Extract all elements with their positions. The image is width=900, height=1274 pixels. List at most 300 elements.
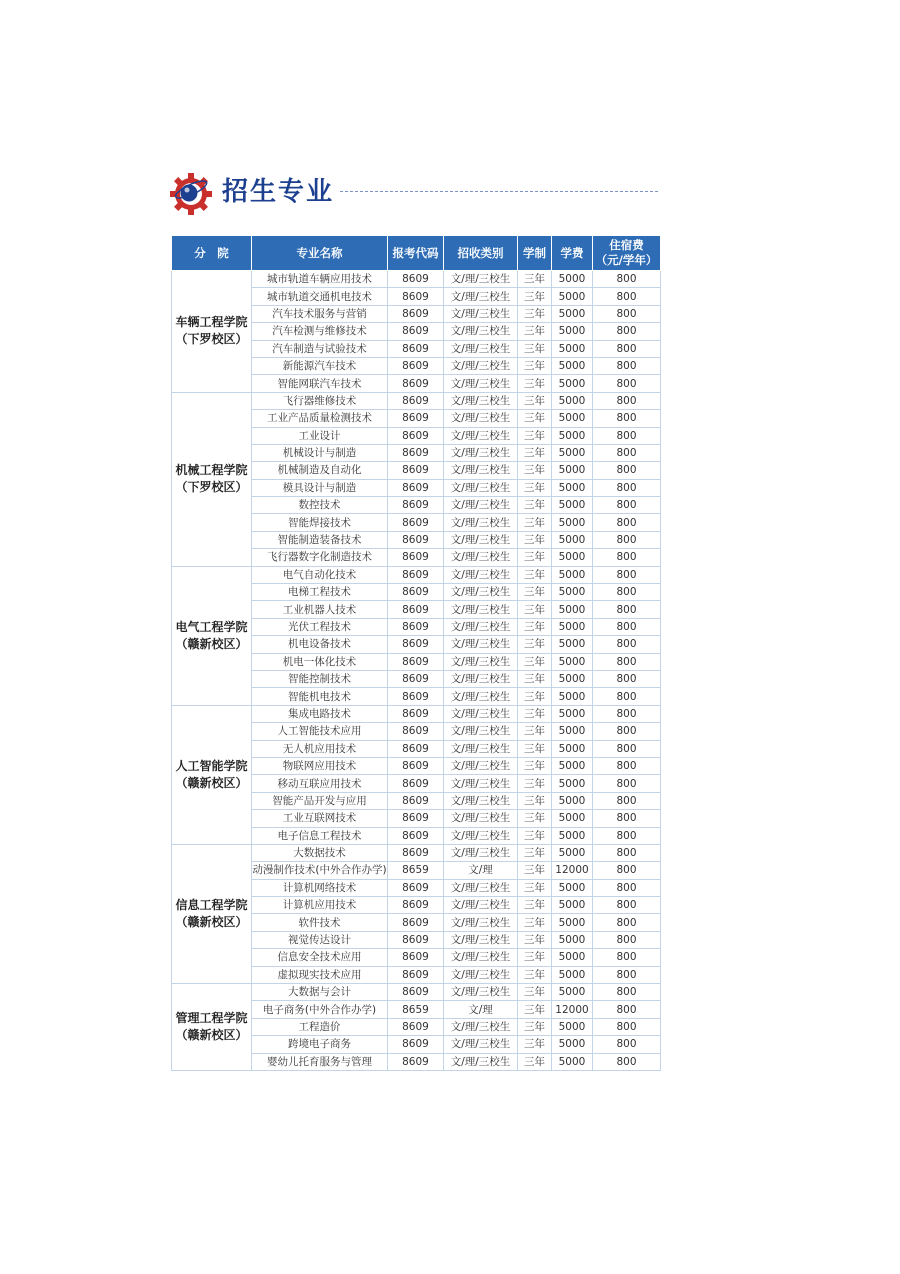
dorm-cell: 800	[593, 757, 661, 774]
major-cell: 计算机网络技术	[252, 879, 388, 896]
category-cell: 文/理/三校生	[444, 670, 518, 687]
dorm-cell: 800	[593, 1053, 661, 1070]
dorm-cell: 800	[593, 584, 661, 601]
duration-cell: 三年	[518, 410, 552, 427]
category-cell: 文/理/三校生	[444, 271, 518, 288]
major-cell: 飞行器数字化制造技术	[252, 549, 388, 566]
college-cell	[172, 984, 252, 1071]
duration-cell: 三年	[518, 1018, 552, 1035]
major-cell: 动漫制作技术(中外合作办学)	[252, 862, 388, 879]
tuition-cell: 5000	[552, 531, 593, 548]
major-cell: 软件技术	[252, 914, 388, 931]
category-cell: 文/理/三校生	[444, 497, 518, 514]
table-row	[172, 984, 661, 1001]
tuition-cell: 5000	[552, 966, 593, 983]
tuition-cell: 5000	[552, 897, 593, 914]
code-cell: 8609	[388, 775, 444, 792]
major-cell: 工业设计	[252, 427, 388, 444]
category-cell: 文/理/三校生	[444, 584, 518, 601]
header-duration: 学制	[518, 236, 552, 271]
tuition-cell: 5000	[552, 427, 593, 444]
code-cell: 8609	[388, 705, 444, 722]
code-cell: 8609	[388, 479, 444, 496]
tuition-cell: 5000	[552, 984, 593, 1001]
major-cell: 信息安全技术应用	[252, 949, 388, 966]
category-cell: 文/理/三校生	[444, 984, 518, 1001]
category-cell: 文/理/三校生	[444, 897, 518, 914]
major-cell: 工业产品质量检测技术	[252, 410, 388, 427]
category-cell: 文/理/三校生	[444, 427, 518, 444]
dorm-cell: 800	[593, 810, 661, 827]
duration-cell: 三年	[518, 357, 552, 374]
major-cell: 集成电路技术	[252, 705, 388, 722]
major-cell: 机械设计与制造	[252, 444, 388, 461]
code-cell: 8609	[388, 340, 444, 357]
tuition-cell: 5000	[552, 340, 593, 357]
tuition-cell: 5000	[552, 601, 593, 618]
code-cell: 8609	[388, 966, 444, 983]
duration-cell: 三年	[518, 566, 552, 583]
duration-cell: 三年	[518, 305, 552, 322]
code-cell: 8609	[388, 444, 444, 461]
category-cell: 文/理/三校生	[444, 653, 518, 670]
major-cell: 智能控制技术	[252, 670, 388, 687]
duration-cell: 三年	[518, 723, 552, 740]
code-cell: 8609	[388, 549, 444, 566]
duration-cell: 三年	[518, 584, 552, 601]
college-name: 管理工程学院	[175, 1010, 248, 1025]
dorm-cell: 800	[593, 862, 661, 879]
code-cell: 8609	[388, 897, 444, 914]
category-cell: 文/理/三校生	[444, 531, 518, 548]
category-cell: 文/理/三校生	[444, 827, 518, 844]
college-cell	[172, 392, 252, 566]
tuition-cell: 5000	[552, 914, 593, 931]
major-cell: 汽车制造与试验技术	[252, 340, 388, 357]
category-cell: 文/理/三校生	[444, 444, 518, 461]
code-cell: 8609	[388, 462, 444, 479]
code-cell: 8609	[388, 427, 444, 444]
dorm-cell: 800	[593, 497, 661, 514]
code-cell: 8609	[388, 757, 444, 774]
tuition-cell: 12000	[552, 1001, 593, 1018]
category-cell: 文/理/三校生	[444, 305, 518, 322]
college-campus: （赣新校区）	[175, 775, 248, 790]
duration-cell: 三年	[518, 271, 552, 288]
duration-cell: 三年	[518, 827, 552, 844]
college-campus: （赣新校区）	[175, 1027, 248, 1042]
major-cell: 飞行器维修技术	[252, 392, 388, 409]
dorm-cell: 800	[593, 444, 661, 461]
major-cell: 虚拟现实技术应用	[252, 966, 388, 983]
college-name: 信息工程学院	[175, 897, 248, 912]
duration-cell: 三年	[518, 966, 552, 983]
major-cell: 机械制造及自动化	[252, 462, 388, 479]
dorm-cell: 800	[593, 271, 661, 288]
dorm-cell: 800	[593, 340, 661, 357]
major-cell: 工程造价	[252, 1018, 388, 1035]
college-name: 车辆工程学院	[175, 315, 248, 330]
major-cell: 汽车技术服务与营销	[252, 305, 388, 322]
tuition-cell: 5000	[552, 357, 593, 374]
dorm-cell: 800	[593, 514, 661, 531]
section-title: 招生专业	[222, 177, 335, 207]
code-cell: 8609	[388, 688, 444, 705]
tuition-cell: 5000	[552, 775, 593, 792]
major-cell: 模具设计与制造	[252, 479, 388, 496]
dorm-cell: 800	[593, 775, 661, 792]
code-cell: 8609	[388, 792, 444, 809]
dorm-cell: 800	[593, 410, 661, 427]
duration-cell: 三年	[518, 497, 552, 514]
dorm-cell: 800	[593, 427, 661, 444]
category-cell: 文/理/三校生	[444, 410, 518, 427]
major-cell: 智能机电技术	[252, 688, 388, 705]
dorm-cell: 800	[593, 966, 661, 983]
duration-cell: 三年	[518, 1036, 552, 1053]
tuition-cell: 5000	[552, 549, 593, 566]
dorm-cell: 800	[593, 844, 661, 861]
major-cell: 工业机器人技术	[252, 601, 388, 618]
code-cell: 8609	[388, 740, 444, 757]
duration-cell: 三年	[518, 914, 552, 931]
category-cell: 文/理/三校生	[444, 879, 518, 896]
dorm-cell: 800	[593, 1001, 661, 1018]
category-cell: 文/理/三校生	[444, 357, 518, 374]
tuition-cell: 5000	[552, 810, 593, 827]
tuition-cell: 5000	[552, 827, 593, 844]
dorm-cell: 800	[593, 740, 661, 757]
table-row	[172, 392, 661, 409]
tuition-cell: 5000	[552, 688, 593, 705]
category-cell: 文/理/三校生	[444, 757, 518, 774]
category-cell: 文/理/三校生	[444, 723, 518, 740]
category-cell: 文/理/三校生	[444, 601, 518, 618]
code-cell: 8609	[388, 410, 444, 427]
category-cell: 文/理/三校生	[444, 844, 518, 861]
code-cell: 8609	[388, 914, 444, 931]
code-cell: 8609	[388, 723, 444, 740]
dorm-cell: 800	[593, 323, 661, 340]
major-cell: 移动互联应用技术	[252, 775, 388, 792]
table-row	[172, 566, 661, 583]
tuition-cell: 5000	[552, 462, 593, 479]
tuition-cell: 5000	[552, 740, 593, 757]
duration-cell: 三年	[518, 375, 552, 392]
duration-cell: 三年	[518, 810, 552, 827]
major-cell: 工业互联网技术	[252, 810, 388, 827]
code-cell: 8609	[388, 931, 444, 948]
dorm-cell: 800	[593, 462, 661, 479]
table-row	[172, 705, 661, 722]
dorm-cell: 800	[593, 984, 661, 1001]
category-cell: 文/理/三校生	[444, 705, 518, 722]
duration-cell: 三年	[518, 775, 552, 792]
header-tuition: 学费	[552, 236, 593, 271]
duration-cell: 三年	[518, 531, 552, 548]
major-cell: 汽车检测与维修技术	[252, 323, 388, 340]
tuition-cell: 5000	[552, 323, 593, 340]
code-cell: 8609	[388, 375, 444, 392]
college-name: 电气工程学院	[175, 619, 248, 634]
duration-cell: 三年	[518, 705, 552, 722]
category-cell: 文/理/三校生	[444, 949, 518, 966]
tuition-cell: 5000	[552, 1018, 593, 1035]
code-cell: 8609	[388, 288, 444, 305]
code-cell: 8609	[388, 879, 444, 896]
gear-globe-icon	[168, 170, 214, 216]
header-college: 分 院	[172, 236, 252, 271]
duration-cell: 三年	[518, 392, 552, 409]
major-cell: 电气自动化技术	[252, 566, 388, 583]
tuition-cell: 5000	[552, 618, 593, 635]
tuition-cell: 5000	[552, 670, 593, 687]
tuition-cell: 5000	[552, 1053, 593, 1070]
header-dorm	[593, 236, 661, 271]
header-dorm-line2: （元/学年）	[595, 253, 658, 267]
major-cell: 智能网联汽车技术	[252, 375, 388, 392]
duration-cell: 三年	[518, 340, 552, 357]
category-cell: 文/理/三校生	[444, 618, 518, 635]
major-cell: 物联网应用技术	[252, 757, 388, 774]
college-name: 机械工程学院	[175, 463, 248, 478]
table-row	[172, 844, 661, 861]
college-cell	[172, 271, 252, 393]
category-cell: 文/理/三校生	[444, 566, 518, 583]
dorm-cell: 800	[593, 549, 661, 566]
major-cell: 智能焊接技术	[252, 514, 388, 531]
major-cell: 电子信息工程技术	[252, 827, 388, 844]
code-cell: 8659	[388, 862, 444, 879]
major-cell: 数控技术	[252, 497, 388, 514]
category-cell: 文/理/三校生	[444, 549, 518, 566]
category-cell: 文/理/三校生	[444, 914, 518, 931]
dorm-cell: 800	[593, 931, 661, 948]
college-campus: （赣新校区）	[175, 636, 248, 651]
code-cell: 8609	[388, 636, 444, 653]
category-cell: 文/理/三校生	[444, 688, 518, 705]
tuition-cell: 5000	[552, 288, 593, 305]
code-cell: 8609	[388, 305, 444, 322]
college-name: 人工智能学院	[175, 758, 248, 773]
duration-cell: 三年	[518, 653, 552, 670]
major-cell: 机电设备技术	[252, 636, 388, 653]
code-cell: 8609	[388, 584, 444, 601]
dorm-cell: 800	[593, 1036, 661, 1053]
college-campus: （赣新校区）	[175, 914, 248, 929]
tuition-cell: 5000	[552, 636, 593, 653]
dashed-divider	[340, 191, 658, 192]
category-cell: 文/理/三校生	[444, 1053, 518, 1070]
code-cell: 8609	[388, 601, 444, 618]
dorm-cell: 800	[593, 897, 661, 914]
major-cell: 光伏工程技术	[252, 618, 388, 635]
dorm-cell: 800	[593, 688, 661, 705]
duration-cell: 三年	[518, 1001, 552, 1018]
tuition-cell: 5000	[552, 931, 593, 948]
tuition-cell: 5000	[552, 949, 593, 966]
tuition-cell: 5000	[552, 497, 593, 514]
header-dorm-line1: 住宿费	[609, 238, 644, 252]
college-cell	[172, 844, 252, 983]
college-cell	[172, 566, 252, 705]
code-cell: 8609	[388, 514, 444, 531]
code-cell: 8609	[388, 271, 444, 288]
code-cell: 8609	[388, 618, 444, 635]
category-cell: 文/理/三校生	[444, 392, 518, 409]
category-cell: 文/理/三校生	[444, 792, 518, 809]
tuition-cell: 5000	[552, 705, 593, 722]
section-header	[168, 170, 660, 216]
duration-cell: 三年	[518, 984, 552, 1001]
major-cell: 跨境电子商务	[252, 1036, 388, 1053]
majors-table	[171, 235, 661, 1071]
code-cell: 8609	[388, 497, 444, 514]
dorm-cell: 800	[593, 653, 661, 670]
duration-cell: 三年	[518, 844, 552, 861]
duration-cell: 三年	[518, 288, 552, 305]
duration-cell: 三年	[518, 862, 552, 879]
dorm-cell: 800	[593, 601, 661, 618]
duration-cell: 三年	[518, 514, 552, 531]
duration-cell: 三年	[518, 688, 552, 705]
table-row	[172, 271, 661, 288]
duration-cell: 三年	[518, 636, 552, 653]
category-cell: 文/理/三校生	[444, 966, 518, 983]
code-cell: 8609	[388, 984, 444, 1001]
dorm-cell: 800	[593, 618, 661, 635]
dorm-cell: 800	[593, 531, 661, 548]
dorm-cell: 800	[593, 705, 661, 722]
code-cell: 8609	[388, 1018, 444, 1035]
major-cell: 电梯工程技术	[252, 584, 388, 601]
category-cell: 文/理/三校生	[444, 1018, 518, 1035]
dorm-cell: 800	[593, 288, 661, 305]
major-cell: 机电一体化技术	[252, 653, 388, 670]
major-cell: 电子商务(中外合作办学)	[252, 1001, 388, 1018]
majors-body	[172, 271, 661, 1071]
dorm-cell: 800	[593, 357, 661, 374]
code-cell: 8609	[388, 844, 444, 861]
major-cell: 大数据与会计	[252, 984, 388, 1001]
tuition-cell: 5000	[552, 305, 593, 322]
code-cell: 8609	[388, 670, 444, 687]
tuition-cell: 5000	[552, 392, 593, 409]
duration-cell: 三年	[518, 323, 552, 340]
duration-cell: 三年	[518, 931, 552, 948]
tuition-cell: 5000	[552, 792, 593, 809]
dorm-cell: 800	[593, 636, 661, 653]
major-cell: 人工智能技术应用	[252, 723, 388, 740]
tuition-cell: 5000	[552, 444, 593, 461]
code-cell: 8609	[388, 1036, 444, 1053]
category-cell: 文/理/三校生	[444, 636, 518, 653]
dorm-cell: 800	[593, 375, 661, 392]
dorm-cell: 800	[593, 723, 661, 740]
duration-cell: 三年	[518, 427, 552, 444]
dorm-cell: 800	[593, 879, 661, 896]
dorm-cell: 800	[593, 914, 661, 931]
duration-cell: 三年	[518, 479, 552, 496]
major-cell: 无人机应用技术	[252, 740, 388, 757]
category-cell: 文/理/三校生	[444, 340, 518, 357]
tuition-cell: 5000	[552, 514, 593, 531]
category-cell: 文/理/三校生	[444, 931, 518, 948]
category-cell: 文/理/三校生	[444, 1036, 518, 1053]
major-cell: 大数据技术	[252, 844, 388, 861]
major-cell: 新能源汽车技术	[252, 357, 388, 374]
tuition-cell: 5000	[552, 844, 593, 861]
dorm-cell: 800	[593, 949, 661, 966]
dorm-cell: 800	[593, 305, 661, 322]
major-cell: 智能制造装备技术	[252, 531, 388, 548]
category-cell: 文/理/三校生	[444, 740, 518, 757]
major-cell: 城市轨道交通机电技术	[252, 288, 388, 305]
code-cell: 8609	[388, 357, 444, 374]
major-cell: 婴幼儿托育服务与管理	[252, 1053, 388, 1070]
category-cell: 文/理/三校生	[444, 462, 518, 479]
duration-cell: 三年	[518, 462, 552, 479]
code-cell: 8609	[388, 949, 444, 966]
header-category: 招收类别	[444, 236, 518, 271]
code-cell: 8609	[388, 1053, 444, 1070]
duration-cell: 三年	[518, 1053, 552, 1070]
dorm-cell: 800	[593, 566, 661, 583]
tuition-cell: 5000	[552, 879, 593, 896]
duration-cell: 三年	[518, 757, 552, 774]
code-cell: 8609	[388, 323, 444, 340]
tuition-cell: 5000	[552, 410, 593, 427]
dorm-cell: 800	[593, 670, 661, 687]
tuition-cell: 5000	[552, 271, 593, 288]
tuition-cell: 5000	[552, 653, 593, 670]
tuition-cell: 5000	[552, 723, 593, 740]
duration-cell: 三年	[518, 601, 552, 618]
category-cell: 文/理	[444, 862, 518, 879]
code-cell: 8609	[388, 653, 444, 670]
tuition-cell: 12000	[552, 862, 593, 879]
dorm-cell: 800	[593, 392, 661, 409]
duration-cell: 三年	[518, 549, 552, 566]
category-cell: 文/理/三校生	[444, 810, 518, 827]
college-campus: （下罗校区）	[175, 480, 248, 495]
category-cell: 文/理/三校生	[444, 514, 518, 531]
category-cell: 文/理/三校生	[444, 375, 518, 392]
dorm-cell: 800	[593, 1018, 661, 1035]
header-major: 专业名称	[252, 236, 388, 271]
duration-cell: 三年	[518, 444, 552, 461]
duration-cell: 三年	[518, 740, 552, 757]
category-cell: 文/理/三校生	[444, 323, 518, 340]
category-cell: 文/理/三校生	[444, 775, 518, 792]
code-cell: 8609	[388, 827, 444, 844]
tuition-cell: 5000	[552, 479, 593, 496]
duration-cell: 三年	[518, 949, 552, 966]
code-cell: 8609	[388, 531, 444, 548]
college-cell	[172, 705, 252, 844]
major-cell: 视觉传达设计	[252, 931, 388, 948]
tuition-cell: 5000	[552, 1036, 593, 1053]
code-cell: 8609	[388, 566, 444, 583]
tuition-cell: 5000	[552, 375, 593, 392]
category-cell: 文/理/三校生	[444, 479, 518, 496]
college-campus: （下罗校区）	[175, 332, 248, 347]
duration-cell: 三年	[518, 618, 552, 635]
duration-cell: 三年	[518, 879, 552, 896]
duration-cell: 三年	[518, 897, 552, 914]
dorm-cell: 800	[593, 792, 661, 809]
code-cell: 8609	[388, 810, 444, 827]
